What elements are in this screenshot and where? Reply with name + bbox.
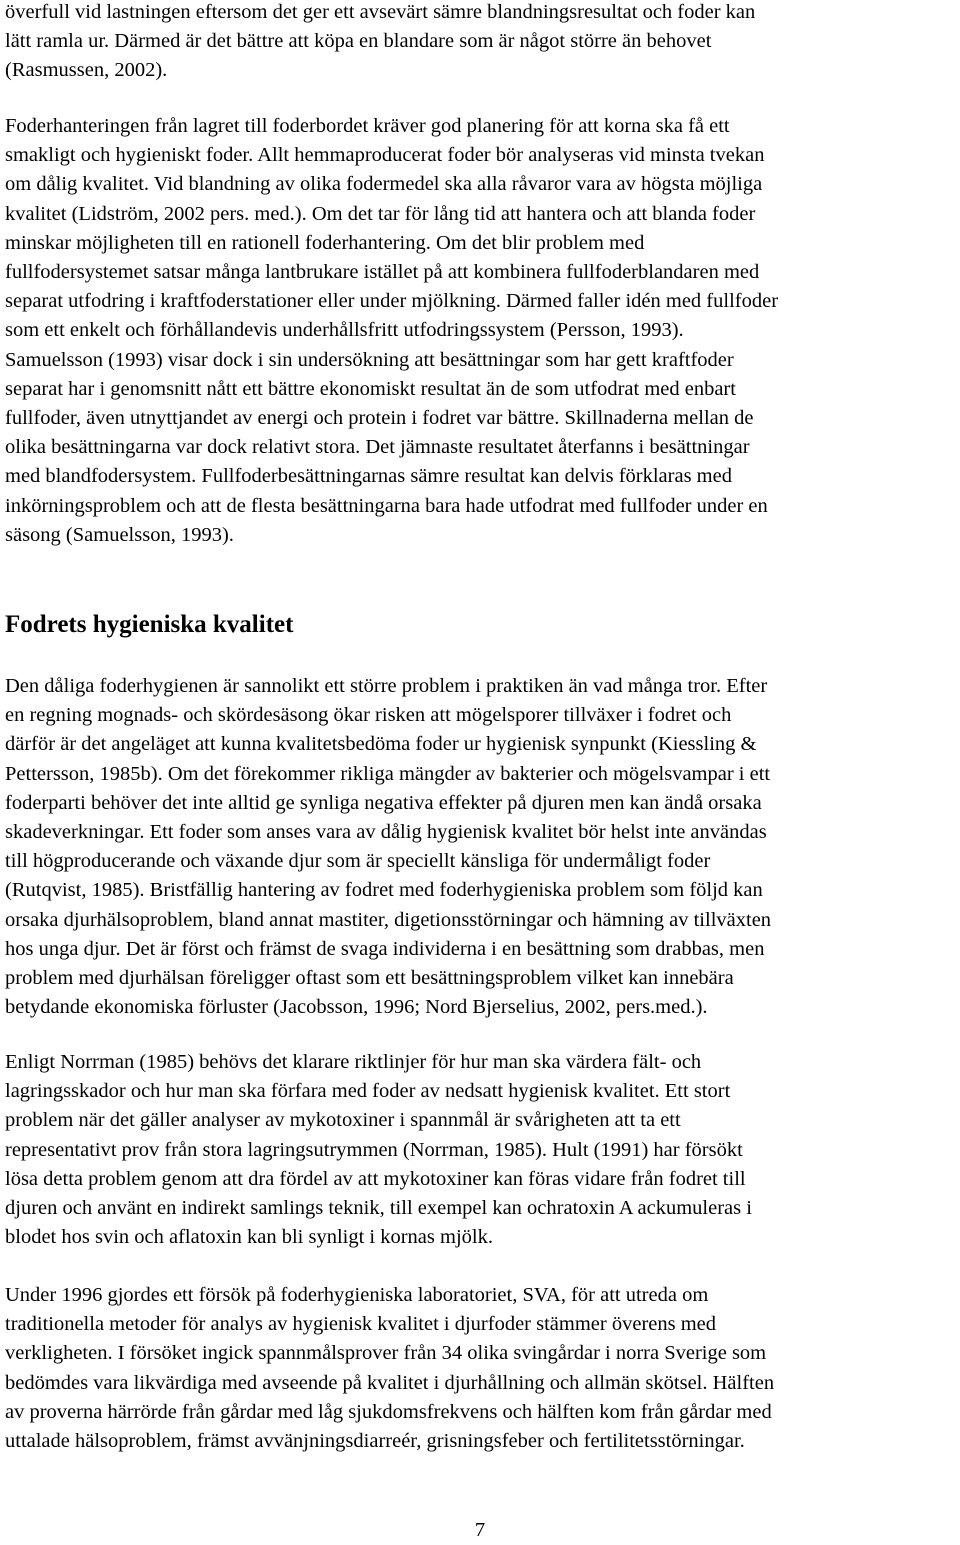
text-line: hos unga djur. Det är först och främst de svaga individerna i en besättning som drabbas, men bbox=[5, 937, 765, 960]
text-line: uttalade hälsoproblem, främst avvänjningsdiarreér, grisningsfeber och fertilitetsstörningar. bbox=[5, 1430, 745, 1453]
text-line: lätt ramla ur. Därmed är det bättre att köpa en blandare som är något större än behovet bbox=[5, 30, 712, 53]
text-line: till högproducerande och växande djur som är speciellt känsliga för undermåligt foder bbox=[5, 850, 711, 873]
paragraph-5 bbox=[5, 1281, 774, 1456]
text-line: Samuelsson (1993) visar dock i sin undersökning att besättningar som har gett kraftfoder bbox=[5, 348, 734, 371]
text-line: separat utfodring i kraftfoderstationer eller under mjölkning. Därmed faller idén med fullfoder bbox=[5, 290, 779, 313]
text-line: med blandfodersystem. Fullfoderbesättningarnas sämre resultat kan delvis förklaras med bbox=[5, 465, 732, 488]
text-line: därför är det angeläget att kunna kvalitetsbedöma foder ur hygienisk synpunkt (Kiessling & bbox=[5, 733, 757, 756]
text-line: traditionella metoder för analys av hygienisk kvalitet i djurfoder stämmer överens med bbox=[5, 1313, 717, 1336]
text-line: smakligt och hygieniskt foder. Allt hemmaproducerat foder bör analyseras vid minsta tvekan bbox=[5, 144, 765, 167]
text-line: problem med djurhälsan föreligger oftast som ett besättningsproblem vilket kan innebära bbox=[5, 967, 734, 990]
text-line: representativt prov från stora lagringsutrymmen (Norrman, 1985). Hult (1991) har försökt bbox=[5, 1138, 743, 1161]
text-line: separat har i genomsnitt nått ett bättre ekonomiskt resultat än de som utfodrat med enbart bbox=[5, 377, 736, 400]
text-line: om dålig kvalitet. Vid blandning av olika fodermedel ska alla råvaror vara av högsta möjliga bbox=[5, 173, 763, 196]
section-heading: Fodrets hygieniska kvalitet bbox=[5, 611, 294, 638]
text-line: en regning mognads- och skördesäsong ökar risken att mögelsporer tillväxer i fodret och bbox=[5, 704, 732, 727]
text-line: problem när det gäller analyser av mykotoxiner i spannmål är svårigheten att ta ett bbox=[5, 1109, 681, 1132]
text-line: foderparti behöver det inte alltid ge synliga negativa effekter på djuren men kan ändå orsaka bbox=[5, 791, 762, 814]
text-line: Den dåliga foderhygienen är sannolikt ett större problem i praktiken än vad många tror. Efter bbox=[5, 675, 768, 697]
text-line: skadeverkningar. Ett foder som anses vara av dålig hygienisk kvalitet bör helst inte användas bbox=[5, 821, 767, 844]
text-line: minskar möjligheten till en rationell foderhantering. Om det blir problem med bbox=[5, 231, 645, 254]
text-line: Foderhanteringen från lagret till foderbordet kräver god planering för att korna ska få ett bbox=[5, 115, 730, 137]
text-line: kvalitet (Lidström, 2002 pers. med.). Om det tar för lång tid att hantera och att blanda foder bbox=[5, 202, 756, 225]
text-line: djuren och använt en indirekt samlings teknik, till exempel kan ochratoxin A ackumuleras i bbox=[5, 1197, 752, 1220]
text-line: olika besättningarna var dock relativt stora. Det jämnaste resultatet återfanns i besättningar bbox=[5, 436, 750, 459]
text-line: fullfoder, även utnyttjandet av energi och protein i fodret var bättre. Skillnaderna mellan de bbox=[5, 407, 754, 430]
text-line: blodet hos svin och aflatoxin kan bli synligt i kornas mjölk. bbox=[5, 1226, 493, 1249]
text-line: Pettersson, 1985b). Om det förekommer rikliga mängder av bakterier och mögelsvampar i ett bbox=[5, 762, 771, 785]
paragraph-2 bbox=[5, 112, 778, 550]
text-line: (Rutqvist, 1985). Bristfällig hantering av fodret med foderhygieniska problem som följd kan bbox=[5, 879, 763, 902]
paragraph-4 bbox=[5, 1048, 752, 1252]
text-line: Enligt Norrman (1985) behövs det klarare riktlinjer för hur man ska värdera fält- och bbox=[5, 1051, 702, 1073]
text-line: (Rasmussen, 2002). bbox=[5, 59, 168, 82]
text-line: Under 1996 gjordes ett försök på foderhygieniska laboratoriet, SVA, för att utreda om bbox=[5, 1284, 709, 1306]
text-line: lösa detta problem genom att dra fördel av att mykotoxiner kan föras vidare från fodret till bbox=[5, 1167, 746, 1190]
paragraph-3 bbox=[5, 672, 771, 1022]
text-line: inkörningsproblem och att de flesta besättningarna bara hade utfodrat med fullfoder under en bbox=[5, 494, 768, 517]
text-line: betydande ekonomiska förluster (Jacobsson, 1996; Nord Bjerselius, 2002, pers.med.). bbox=[5, 996, 708, 1019]
text-line: orsaka djurhälsoproblem, bland annat mastiter, digetionsstörningar och hämning av tillväxten bbox=[5, 908, 772, 931]
text-line: säsong (Samuelsson, 1993). bbox=[5, 523, 234, 546]
text-line: överfull vid lastningen eftersom det ger ett avsevärt sämre blandningsresultat och foder kan bbox=[5, 1, 756, 23]
text-line: verkligheten. I försöket ingick spannmålsprover från 34 olika svingårdar i norra Sverige som bbox=[5, 1342, 767, 1365]
text-line: lagringsskador och hur man ska förfara med foder av nedsatt hygienisk kvalitet. Ett stort bbox=[5, 1080, 731, 1103]
text-line: av proverna härrörde från gårdar med låg sjukdomsfrekvens och hälften kom från gårdar med bbox=[5, 1400, 772, 1423]
paragraph-1 bbox=[5, 0, 755, 86]
text-line: som ett enkelt och förhållandevis underhållsfritt utfodringssystem (Persson, 1993). bbox=[5, 319, 684, 342]
page-number: 7 bbox=[474, 1519, 486, 1541]
text-line: fullfodersystemet satsar många lantbrukare istället på att kombinera fullfoderblandaren med bbox=[5, 261, 760, 284]
text-line: bedömdes vara likvärdiga med avseende på kvalitet i djurhållning och allmän skötsel. Hälften bbox=[5, 1371, 775, 1394]
